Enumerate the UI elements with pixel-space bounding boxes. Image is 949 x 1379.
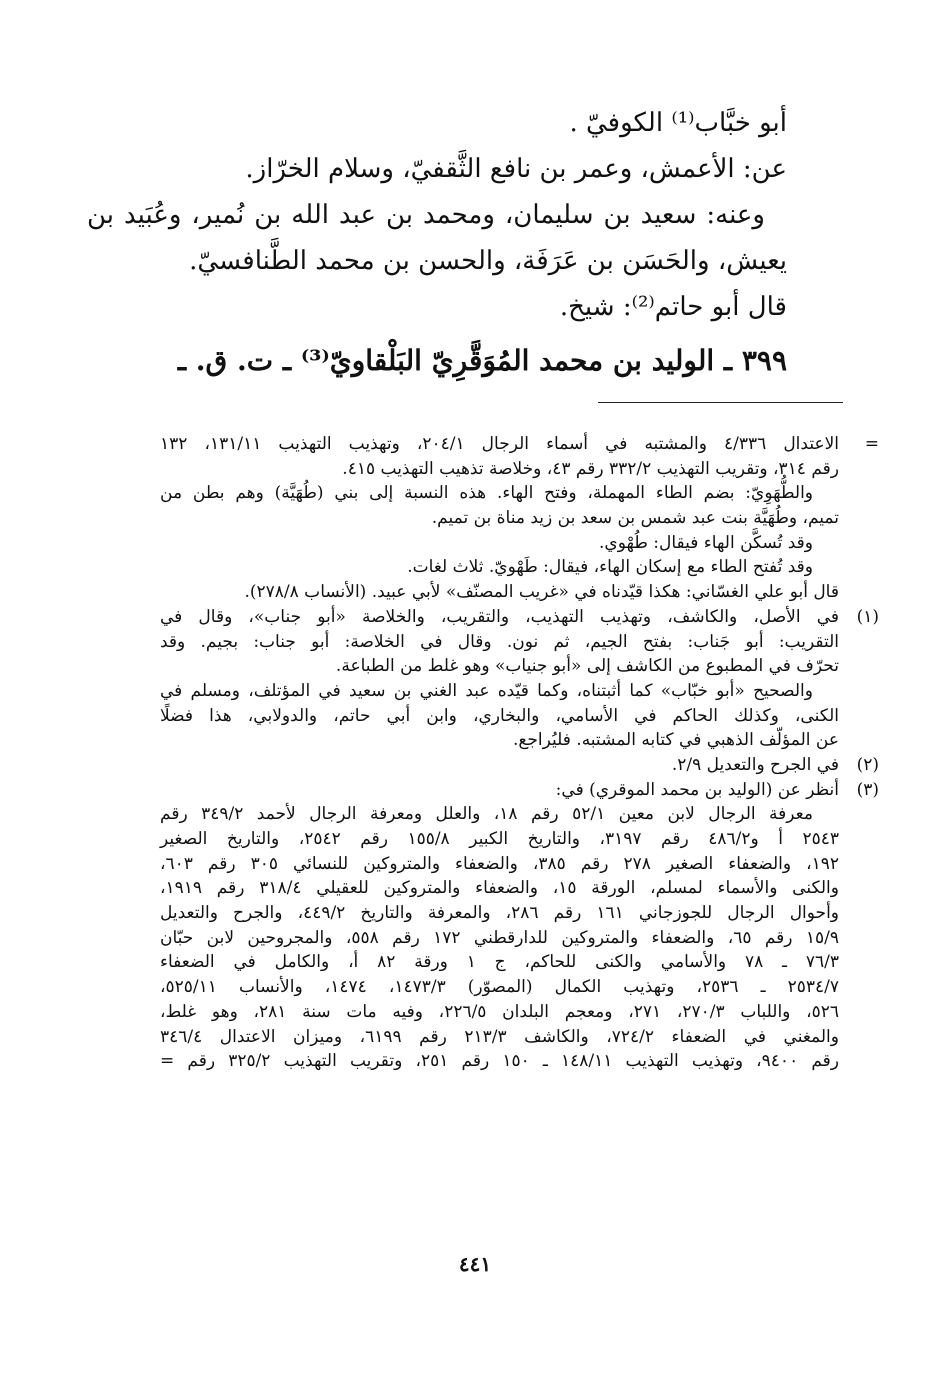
footnote-line: قال أبو علي الغسّاني: هكذا قيّدناه في «غريب المصنّف» لأبي عبيد. (الأنساب ٢٧٨/٨).	[244, 582, 839, 603]
footnote-marker: (٣)	[856, 779, 879, 800]
main-text	[87, 100, 787, 384]
footnote-line: الكنى، وكذلك الحاكم في الأسامي، والبخاري، وابن أبي حاتم، والدولابي، هذا فضلًا	[160, 705, 839, 726]
footnote-line: ١٩٢، والضعفاء الصغير ٢٧٨ رقم ٣٨٥، والضعفاء والمتروكين للنسائي ٣٠٥ رقم ٦٠٣،	[160, 853, 839, 874]
footnote-line: ١٥/٩ رقم ٦٥، والضعفاء والمتروكين للدارقطني ١٧٢ رقم ٥٥٨، والمجروحين لابن حبّان	[160, 927, 839, 948]
footnote-line: عن المؤلّف الذهبي في كتابه المشتبه. فليُراجع.	[512, 730, 839, 751]
entry-heading: ٣٩٩ ـ الوليد بن محمد المُوَقَّرِيّ البَلْقاويّ⁽³⁾ ـ ت. ق. ـ	[177, 344, 787, 377]
footnote-text: أنظر عن (الوليد بن محمد الموقري) في:	[555, 779, 839, 800]
main-line: قال أبو حاتم⁽²⁾: شيخ.	[559, 292, 787, 322]
continuation-marker: =	[864, 434, 879, 454]
footnote-marker: (٢)	[856, 754, 879, 775]
footnote-line: تميم، وطُهَيَّة بنت عبد شمس بن سعد بن زيد مناة بن تميم.	[431, 508, 839, 529]
footnote-line: تحرّف في المطبوع من الكاشف إلى «أبو جنياب» وهو غلط من الطباعة.	[335, 656, 839, 677]
footnotes	[160, 432, 879, 1074]
footnote-text: في الأصل، والكاشف، وتهذيب التهذيب، والتقريب، والخلاصة «أبو جناب»، وقال في	[160, 606, 839, 627]
footnote-marker: (١)	[856, 606, 879, 627]
main-line: يعيش، والحَسَن بن عَرَفَة، والحسن بن محمد الطَّنافسيّ.	[189, 246, 787, 276]
footnote-line: ٥٢٦، واللباب ٢٧٠/٣، ٢٧١، ومعجم البلدان ٢٢٦/٥، وفيه مات سنة ٢٨١، وهو غلط،	[160, 1001, 840, 1022]
footnote-line: ٢٥٤٣ أ و٤٨٦/٢ رقم ٣١٩٧، والتاريخ الكبير ١٥٥/٨ رقم ٢٥٤٢، والتاريخ الصغير	[160, 829, 839, 849]
footnote-line: معرفة الرجال لابن معين ٥٢/١ رقم ١٨، والعلل ومعرفة الرجال لأحمد ٣٤٩/٢ رقم	[160, 804, 813, 825]
footnote-line: ٢٥٣٤/٧ ـ ٢٥٣٦، وتهذيب الكمال (المصوّر) ١٤٧٣/٣، ١٤٧٤، والأنساب ٥٢٥/١١،	[160, 977, 840, 998]
footnote-line: والصحيح «أبو خبّاب» كما أثبتناه، وكما قيّده عبد الغني بن سعيد في المؤتلف، ومسلم في	[160, 680, 813, 701]
page-number: ٤٤١	[458, 1252, 492, 1276]
main-line: عن: الأعمش، وعمر بن نافع الثَّقفيّ، وسلام الخرّاز.	[245, 154, 787, 184]
footnote-line: رقم ٩٤٠٠، وتهذيب التهذيب ١٤٨/١١ ـ ١٥٠ رقم ٢٥١، وتقريب التهذيب ٣٢٥/٢ رقم =	[160, 1051, 839, 1072]
footnote-line: التقريب: أبو جَناب: بفتح الجيم، ثم نون. وقال في الخلاصة: أبو جناب: بجيم. وقد	[160, 631, 839, 652]
footnote-line	[160, 753, 879, 778]
footnote-line	[160, 605, 879, 630]
footnote-line: والكنى والأسماء لمسلم، الورقة ١٥، والضعفاء والمتروكين للعقيلي ٣١٨/٤ رقم ١٩١٩،	[160, 878, 839, 899]
footnote-line: ٧٦/٣ ـ ٧٨ والأسامي والكنى للحاكم، ج ١ ورقة ٨٢ أ، والكامل في الضعفاء	[160, 952, 839, 973]
footnote-line: والمغني في الضعفاء ٧٢٤/٢، والكاشف ٢١٣/٣ رقم ٦١٩٩، وميزان الاعتدال ٣٤٦/٤	[160, 1026, 839, 1047]
footnote-line: والطُّهَوِيّ: بضم الطاء المهملة، وفتح الهاء. هذه النسبة إلى بني (طُهَيَّة) وهم بطن من	[160, 483, 813, 504]
footnote-line: وقد تُفتح الطاء مع إسكان الهاء، فيقال: طَهْويّ. ثلاث لغات.	[407, 557, 813, 578]
footnote-text: في الجرح والتعديل ٢/٩.	[671, 754, 839, 775]
footnote-line: وقد تُسكَّن الهاء فيقال: طُهْوي.	[599, 532, 813, 553]
footnote-text: الاعتدال ٤/٣٣٦ والمشتبه في أسماء الرجال ٢٠٤/١، وتهذيب التهذيب ١٣١/١١، ١٣٢	[160, 434, 840, 454]
footnote-line	[160, 432, 879, 457]
main-line: وعنه: سعيد بن سليمان، ومحمد بن عبد الله بن نُمير، وعُبَيد بن	[87, 200, 765, 230]
footnote-line: وأحوال الرجال للجوزجاني ١٦١ رقم ٢٨٦، والمعرفة والتاريخ ٤٤٩/٢، والجرح والتعديل	[160, 903, 839, 924]
main-line: أبو خبَّاب⁽¹⁾ الكوفيّ .	[569, 108, 787, 138]
footnote-line	[160, 778, 879, 803]
footnote-line: رقم ٣١٤، وتقريب التهذيب ٣٣٢/٢ رقم ٤٣، وخلاصة تذهيب التهذيب ٤١٥.	[342, 458, 839, 479]
footnote-divider	[598, 402, 843, 403]
